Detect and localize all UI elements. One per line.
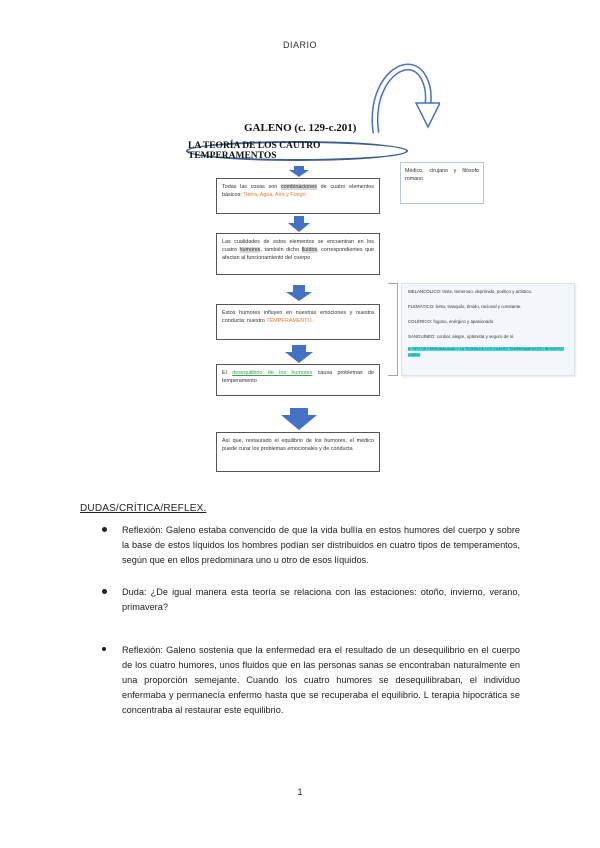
down-arrow-icon — [281, 408, 317, 430]
list-item-text: Duda: ¿De igual manera esta teoría se relaciona con las estaciones: otoño, invierno, verano, primavera? — [122, 587, 520, 612]
down-arrow-icon — [289, 166, 309, 177]
list-item-text: Reflexión: Galeno sostenía que la enfermedad era el resultado de un desequilibrio en el cuerpo de los cuatro humores, unos fluidos que en las personas sanas se encontraban naturalmente en una proporción semejante. Cuando los cuatro humores se desequilibraban, el individuo enfermaba y permanecía enfermo hasta que se recuperaba el equilibrio. L terapia hipocrática se concentraba al restaurar este equilibrio. — [122, 645, 520, 715]
box2-fluidos: fluidos — [301, 247, 318, 253]
side-note-box: Médico, cirujano y filósofo romano — [400, 162, 484, 204]
temperament-sanguineo: SANGUÍNEO: cordial, alegre, optimista y seguro de sí. — [408, 334, 515, 339]
diagram-title: GALENO (c. 129-c.201) — [244, 122, 357, 134]
flow-box-2 — [216, 233, 380, 275]
temperaments-bracket — [388, 283, 398, 376]
bullet-icon — [102, 589, 107, 594]
box3-text: Estos humores influyen en nuestras emociones y nuestra conducta: nuestro — [222, 310, 374, 324]
list-item — [102, 585, 520, 615]
box4-link[interactable]: desequilibrio de los humores — [232, 370, 313, 376]
temperaments-box — [401, 283, 575, 376]
temperament-note: 8. TIPO DE PERSONALIDAD Y LA TEORÍA DE LOS CUATRO TEMPERAMENTOS / REGISTRO DIARIO — [408, 347, 564, 357]
bullet-icon — [102, 527, 107, 532]
oval-title-text: LA TEORÍA DE LOS CAUTRO TEMPERAMENTOS — [188, 141, 321, 161]
flow-box-1 — [216, 178, 380, 214]
page-number: 1 — [297, 787, 303, 797]
flow-box-3 — [216, 304, 380, 340]
bullet-icon — [102, 647, 106, 651]
section-heading: DUDAS/CRÍTICA/REFLEX. — [80, 503, 207, 514]
down-arrow-icon — [285, 345, 313, 363]
box1-text-cont: de cuatro elementos básicos: — [222, 184, 374, 198]
box3-temperamento: TEMPERAMENTO — [266, 318, 312, 324]
down-arrow-icon — [288, 216, 310, 232]
box2-text-end: , correspondientes que afectan al funcionamiento del cuerpo — [222, 247, 375, 261]
list-item — [102, 523, 520, 568]
box1-text: Todas las cosas son — [222, 184, 281, 190]
temperament-flematico: FLEMÁTICO: lento, tranquilo, tímido, racional y constante. — [408, 304, 522, 309]
flow-box-4 — [216, 364, 380, 396]
box2-text-cont: , también dicho — [260, 247, 302, 253]
box2-text: Las cualidades de estos elementos se encuentran en los cuatro — [222, 239, 374, 253]
box4-text-cont: causa problemas de temperamento — [222, 370, 375, 384]
box2-humores: humores — [239, 247, 261, 253]
list-item-text: Reflexión: Galeno estaba convencido de que la vida bullía en estos humores del cuerpo y sobre la base de estos líquidos los hombres podían ser distribuidos en cuatro tipos de temperamentos, según que en ellos predominara uno u otro de esos líquidos. — [122, 525, 520, 565]
box1-elements: Tierra, Agua, Aire y Fuego — [243, 192, 306, 198]
box1-highlight-word: combinaciones — [280, 184, 317, 190]
flow-box-5: Así que, restaurado el equilibrio de los humores, el médico puede curar los problemas emocionales y de conducta — [216, 432, 380, 472]
list-item — [102, 643, 520, 718]
temperament-melancolico: MELANCÓLICO: triste, temeroso, deprimido, poético y artístico. — [408, 289, 533, 294]
temperament-colerico: COLÉRICO: fogoso, enérgico y apasionado. — [408, 319, 495, 324]
box4-text: El — [222, 370, 233, 376]
document-header: DIARIO — [282, 40, 317, 50]
down-arrow-icon — [286, 285, 312, 301]
